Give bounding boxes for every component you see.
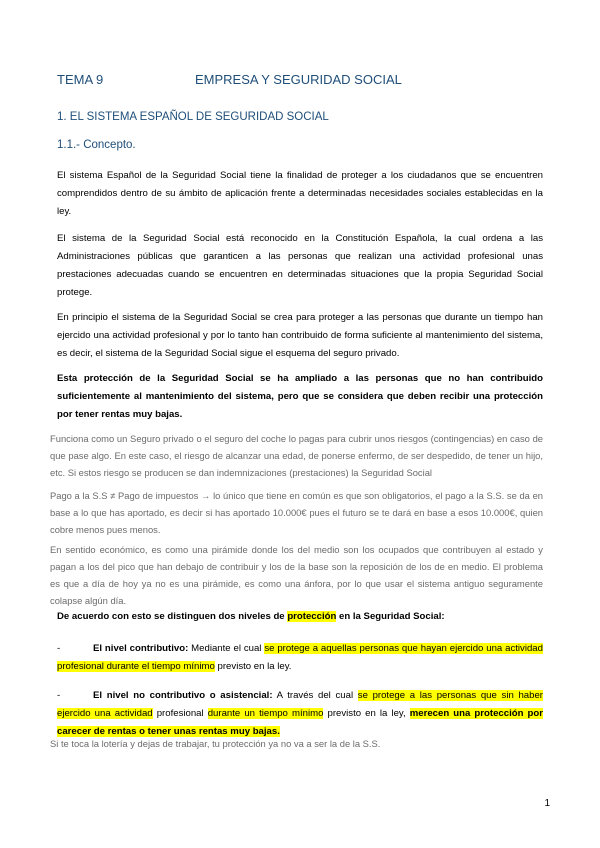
level-noncontributive-text: A través del cual bbox=[272, 690, 358, 701]
level-contributive-highlight: se protege a aquellas personas que hayan ejercido una actividad profesional durante el tiempo mínimo bbox=[57, 643, 543, 672]
levels-intro-text: De acuerdo con esto se distinguen dos niveles de bbox=[57, 611, 288, 622]
levels-intro-text-end: en la Seguridad Social: bbox=[336, 611, 445, 622]
page-number: 1 bbox=[544, 798, 550, 809]
bullet-dash: - bbox=[57, 643, 61, 654]
note-1: Funciona como un Seguro privado o el seguro del coche lo pagas para cubrir unos riesgos (contingencias) en caso de que pase algo. En este caso, el riesgo de alcanzar una edad, de ponerse enfermo, de ser despedido, de tener un hijo, etc. Si estos riesgo se producen se dan indemnizaciones (prestaciones) la Seguridad Social bbox=[50, 433, 543, 478]
section-heading: 1. EL SISTEMA ESPAÑOL DE SEGURIDAD SOCIAL bbox=[57, 111, 329, 123]
note-4: Si te toca la lotería y dejas de trabajar, tu protección ya no va a ser la de la S.S. bbox=[50, 738, 381, 749]
level-noncontributive-label bbox=[93, 690, 273, 701]
document-title: EMPRESA Y SEGURIDAD SOCIAL bbox=[195, 72, 402, 87]
level-noncontributive-text: previsto en la ley, bbox=[323, 708, 410, 719]
level-contributive-label: El nivel contributivo: bbox=[93, 643, 189, 654]
level-noncontributive-text: profesional bbox=[152, 708, 208, 719]
paragraph-3: En principio el sistema de la Seguridad Social se crea para proteger a las personas que durante un tiempo han ejercido una actividad profesional y por lo tanto han contribuido de forma suficiente al mantenimiento del sistema, es decir, el sistema de la Seguridad Social sigue el esquema del seguro privado. bbox=[57, 312, 543, 359]
level-contributive-text-end: previsto en la ley. bbox=[214, 661, 292, 672]
note-3: En sentido económico, es como una pirámide donde los del medio son los ocupados que contribuyen al estado y pagan a los del pico que han debajo de contribuir y los de la base son la reposición de los de en medio. El problema es que a día de hoy ya no es una pirámide, es como una ánfora, por lo que usar el sistema antiguo seguramente colapse algún día. bbox=[50, 544, 543, 606]
paragraph-2: El sistema de la Seguridad Social está reconocido en la Constitución Española, la cual ordena a las Administraciones públicas que garanticen a las personas que realizan una actividad profesional unas prestaciones adecuadas cuando se encuentren en determinadas situaciones que la propia Seguridad Social protege. bbox=[57, 233, 543, 298]
label-part: : bbox=[269, 690, 273, 701]
subsection-heading: 1.1.- Concepto. bbox=[57, 139, 136, 151]
levels-intro-highlight: protección bbox=[287, 611, 337, 622]
level-noncontributive-highlight: merecen una protección por carecer de rentas o tener unas rentas muy bajas. bbox=[57, 708, 543, 737]
note-2: Pago a la S.S ≠ Pago de impuestos → lo único que tiene en común es que son obligatorios, el pago a la S.S. se da en base a lo que has aportado, es decir si has aportado 10.000€ pues el futuro se te dará en base a esos 10.000€, quien cobre menos pues menos. bbox=[50, 490, 543, 535]
level-contributive bbox=[57, 640, 543, 676]
level-noncontributive-highlight: durante un tiempo mínimo bbox=[207, 708, 324, 719]
levels-intro bbox=[57, 608, 543, 626]
level-contributive-text: Mediante el cual bbox=[188, 643, 265, 654]
label-part: no contributivo o asistencial bbox=[133, 690, 270, 701]
tema-label: TEMA 9 bbox=[57, 72, 104, 87]
bullet-dash: - bbox=[57, 690, 61, 701]
level-noncontributive-highlight: se protege a las personas que sin haber ejercido una actividad bbox=[57, 690, 543, 719]
label-part: El nivel bbox=[93, 690, 134, 701]
paragraph-1: El sistema Español de la Seguridad Social tiene la finalidad de proteger a los ciudadanos que se encuentren comprendidos dentro de su ámbito de aplicación frente a determinadas necesidades sociales establecidas en la ley. bbox=[57, 170, 543, 217]
paragraph-4: Esta protección de la Seguridad Social se ha ampliado a las personas que no han contribuido suficientemente al mantenimiento del sistema, pero que se considera que deben recibir una protección por tener rentas muy bajas. bbox=[57, 373, 543, 420]
level-noncontributive bbox=[57, 687, 543, 741]
